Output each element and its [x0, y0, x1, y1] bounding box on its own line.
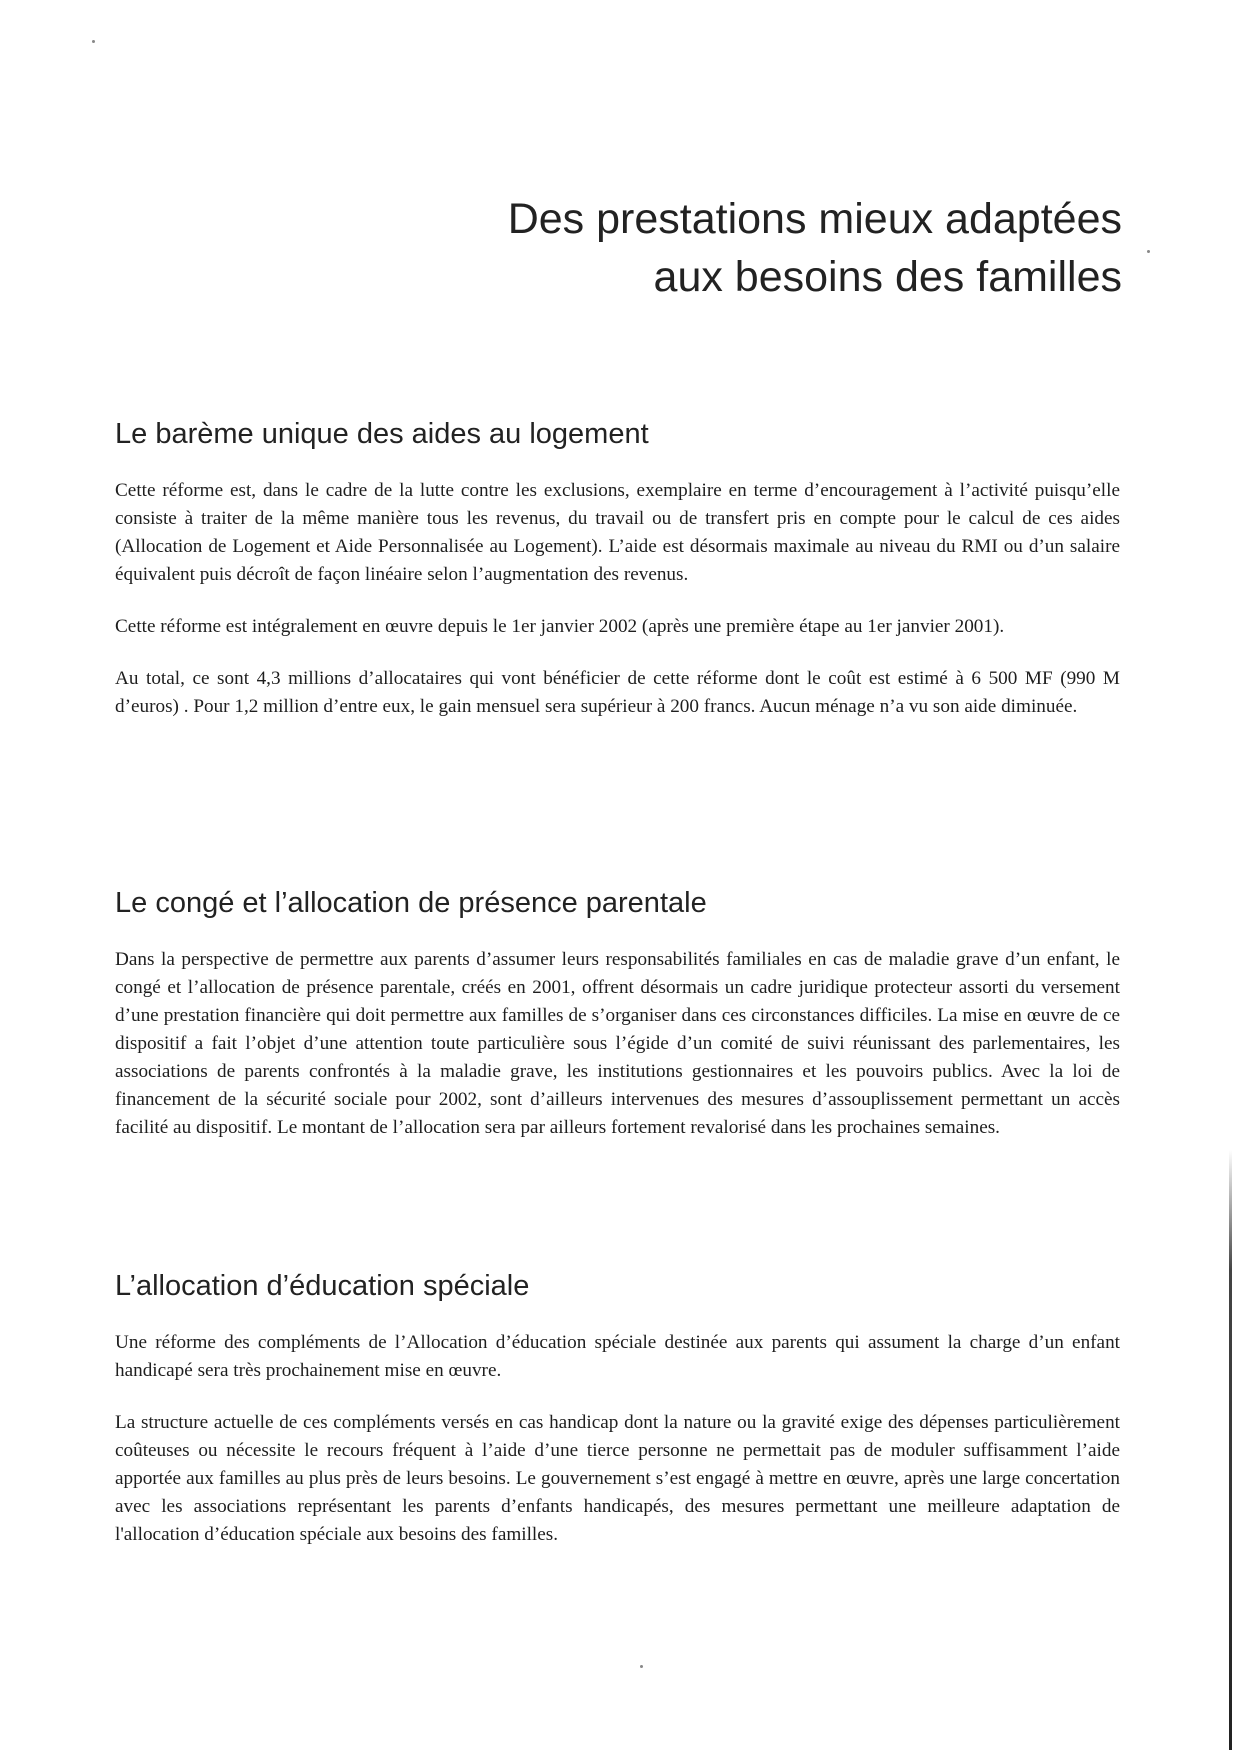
- paragraph: Une réforme des compléments de l’Allocation d’éducation spéciale destinée aux parents qui assument la charge d’un enfant handicapé sera très prochainement mise en œuvre.: [115, 1332, 1120, 1381]
- scan-page-edge: [1229, 1150, 1232, 1750]
- paragraph: Cette réforme est intégralement en œuvre depuis le 1er janvier 2002 (après une première étape au 1er janvier 2001).: [115, 616, 1005, 637]
- page-title: [508, 190, 1122, 306]
- scan-speck: [92, 40, 95, 43]
- section-heading: L’allocation d’éducation spéciale: [115, 1270, 530, 1302]
- paragraph: Dans la perspective de permettre aux parents d’assumer leurs responsabilités familiales en cas de maladie grave d’un enfant, le congé et l’allocation de présence parentale, créés en 2001, offrent désormais un cadre juridique protecteur assorti du versement d’une prestation financière qui doit permettre aux familles de s’organiser dans ces circonstances difficiles. La mise en œuvre de ce dispositif a fait l’objet d’une attention toute particulière sous l’égide d’un comité de suivi réunissant des parlementaires, les associations de parents confrontés à la maladie grave, les institutions gestionnaires et les pouvoirs publics. Avec la loi de financement de la sécurité sociale pour 2002, sont d’ailleurs intervenues des mesures d’assouplissement permettant un accès facilité au dispositif. Le montant de l’allocation sera par ailleurs fortement revalorisé dans les prochaines semaines.: [115, 949, 1120, 1138]
- paragraph: Cette réforme est, dans le cadre de la lutte contre les exclusions, exemplaire en terme d’encouragement à l’activité puisqu’elle consiste à traiter de la même manière tous les revenus, du travail ou de transfert pris en compte pour le calcul de ces aides (Allocation de Logement et Aide Personnalisée au Logement). L’aide est désormais maximale au niveau du RMI ou d’un salaire équivalent puis décroît de façon linéaire selon l’augmentation des revenus.: [115, 480, 1120, 585]
- paragraph: La structure actuelle de ces compléments versés en cas handicap dont la nature ou la gravité exige des dépenses particulièrement coûteuses ou nécessite le recours fréquent à l’aide d’une tierce personne ne permettait pas de moduler suffisamment l’aide apportée aux familles au plus près de leurs besoins. Le gouvernement s’est engagé à mettre en œuvre, après une large concertation avec les associations représentant les parents d’enfants handicapés, des mesures permettant une meilleure adaptation de l'allocation d’éducation spéciale aux besoins des familles.: [115, 1412, 1120, 1545]
- section-heading: Le barème unique des aides au logement: [115, 418, 649, 450]
- title-line-2: aux besoins des familles: [653, 253, 1122, 301]
- scan-speck: [640, 1665, 643, 1668]
- section-heading: Le congé et l’allocation de présence parentale: [115, 887, 707, 919]
- section-special-education: [115, 1270, 1120, 1573]
- title-line-1: Des prestations mieux adaptées: [507, 195, 1122, 243]
- section-housing-aid: [115, 418, 1120, 745]
- scan-speck: [1147, 250, 1150, 253]
- section-parental-presence: [115, 887, 1120, 1166]
- paragraph: Au total, ce sont 4,3 millions d’allocataires qui vont bénéficier de cette réforme dont le coût est estimé à 6 500 MF (990 M d’euros) . Pour 1,2 million d’entre eux, le gain mensuel sera supérieur à 200 francs. Aucun ménage n’a vu son aide diminuée.: [115, 668, 1120, 717]
